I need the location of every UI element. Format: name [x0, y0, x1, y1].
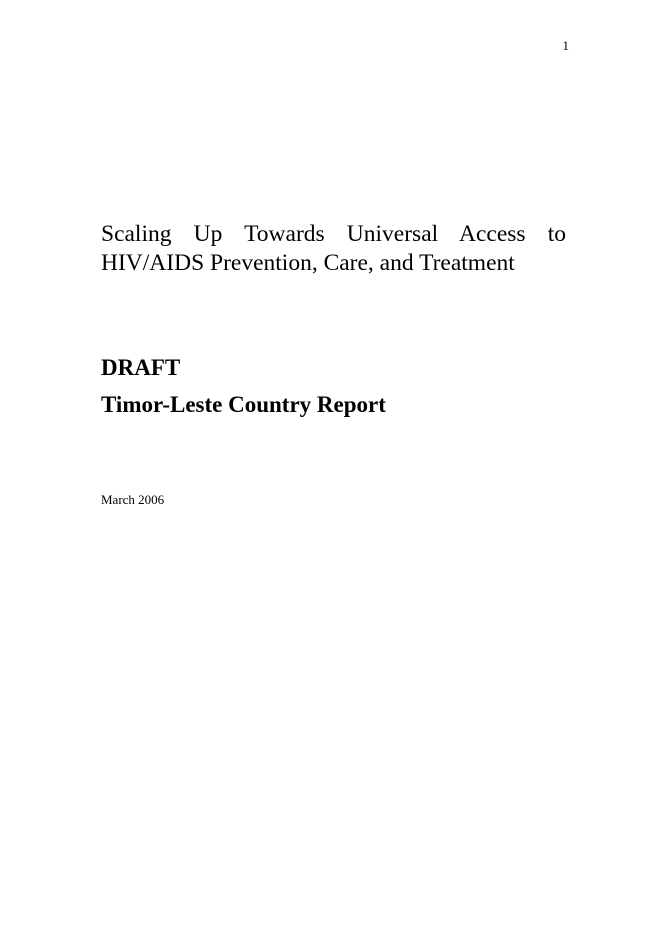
- draft-label: DRAFT: [101, 355, 181, 380]
- report-date: March 2006: [101, 492, 165, 507]
- report-title: Timor-Leste Country Report: [101, 392, 386, 417]
- document-title: Scaling Up Towards Universal Access to HIV/AIDS Prevention, Care, and Treatment: [101, 221, 566, 276]
- page-number: 1: [562, 38, 569, 53]
